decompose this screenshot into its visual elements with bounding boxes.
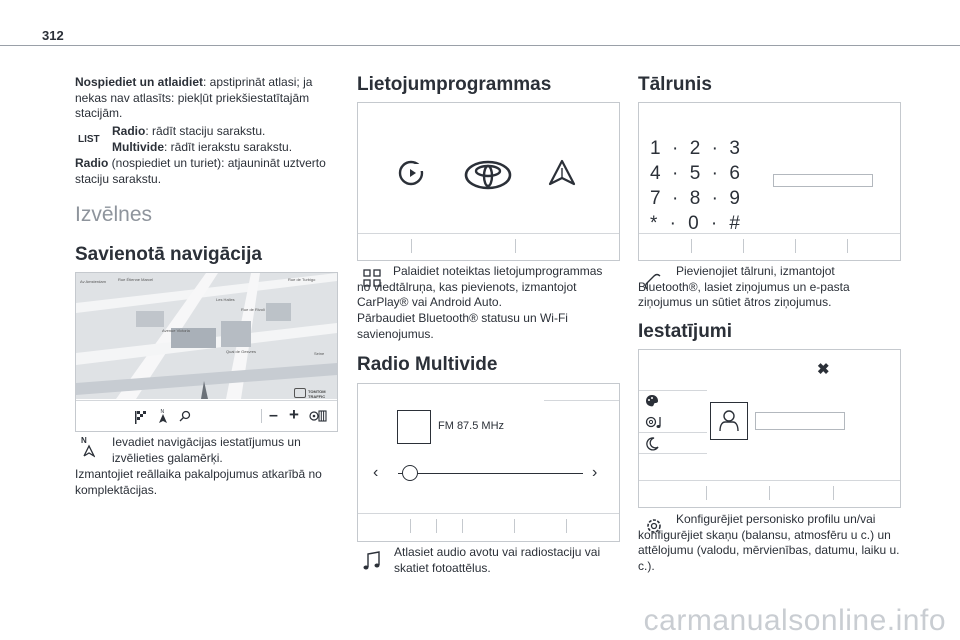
- key-4[interactable]: 4: [650, 163, 661, 184]
- settings-tick: [833, 486, 834, 500]
- key-star[interactable]: *: [650, 213, 658, 234]
- north-compass-icon[interactable]: [158, 408, 168, 424]
- footer-watermark: carmanualsonline.info: [643, 604, 946, 637]
- key-separator: ·: [671, 163, 679, 184]
- radio-bold: Radio: [112, 124, 146, 138]
- apps-text-1: Palaidiet noteiktas lietojumprogrammas no viedtālruņa, kas pievienots, izmantojot CarPlay® vai Android Auto.: [357, 264, 603, 309]
- phone-tick: [743, 239, 744, 253]
- map-street-label: Les Halles: [216, 297, 235, 302]
- nav-heading: Savienotā navigācija: [75, 244, 262, 265]
- profile-icon: [711, 403, 747, 439]
- settings-screen-panel: [638, 349, 901, 508]
- key-0[interactable]: 0: [688, 213, 699, 234]
- settings-heading: Iestatījumi: [638, 321, 732, 342]
- keypad-row: [650, 136, 740, 161]
- toyota-logo-icon[interactable]: [464, 160, 512, 190]
- key-separator: ·: [711, 188, 718, 209]
- profile-name-field: [755, 412, 845, 430]
- map-settings-icon[interactable]: [309, 409, 327, 423]
- radio-text: : rādīt staciju sarakstu.: [145, 124, 266, 138]
- map-street-label: Avenue Victoria: [162, 328, 190, 333]
- phone-keypad: [650, 136, 760, 236]
- key-separator: ·: [671, 138, 679, 159]
- press-release-text: : apstiprināt atlasi; ja nekas nav atlasīts: piekļūt priekšiestatītajām stacijām.: [75, 75, 313, 120]
- key-8[interactable]: 8: [689, 188, 701, 209]
- radio2-bold: Radio: [75, 156, 109, 170]
- key-hash[interactable]: #: [729, 213, 740, 234]
- map-image: [76, 273, 337, 399]
- map-street-label: Rue Étienne Marcel: [118, 277, 154, 282]
- phone-tick: [795, 239, 796, 253]
- apps-heading: Lietojumprogrammas: [357, 74, 552, 95]
- close-icon[interactable]: ✖: [817, 361, 830, 378]
- car-icon: [294, 388, 306, 398]
- nav-text-2: Izmantojiet reāllaika pakalpojumus atkarībā no komplektācijas.: [75, 467, 322, 497]
- settings-divider: [639, 480, 900, 481]
- zoom-in-button[interactable]: +: [289, 405, 299, 424]
- map-street-label: Rue de Turbigo: [288, 277, 316, 282]
- zoom-out-button[interactable]: –: [269, 407, 278, 424]
- menus-heading: Izvēlnes: [75, 203, 153, 226]
- checkered-flag-icon[interactable]: [134, 410, 146, 424]
- carplay-icon[interactable]: [398, 160, 424, 186]
- frequency-slider-knob[interactable]: [402, 465, 418, 481]
- navigation-north-icon: [81, 436, 95, 458]
- phone-display-box: [773, 174, 873, 187]
- key-separator: ·: [711, 138, 718, 159]
- multivide-list-line: [112, 140, 342, 156]
- phone-heading: Tālrunis: [638, 74, 712, 95]
- android-auto-icon[interactable]: [548, 159, 576, 187]
- profile-box[interactable]: [710, 402, 748, 440]
- phone-text: Pievienojiet tālruni, izmantojot Bluetooth®, lasiet ziņojumus un e-pasta ziņojumus un sūtiet ātros ziņojumus.: [638, 264, 850, 309]
- radio-text: Atlasiet audio avotu vai radiostaciju vai skatiet fotoattēlus.: [394, 545, 601, 575]
- multivide-text: : rādīt ierakstu sarakstu.: [164, 140, 293, 154]
- apps-tick: [515, 239, 516, 253]
- key-separator: ·: [711, 163, 718, 184]
- radio-divider: [358, 513, 619, 514]
- key-2[interactable]: 2: [689, 138, 701, 159]
- frequency-slider[interactable]: [398, 473, 583, 474]
- map-street-label: Seine: [314, 351, 325, 356]
- map-street-label: Quai de Gesvres: [226, 349, 257, 354]
- settings-line: [639, 432, 707, 433]
- map-street-label: Av Amsterdam: [80, 279, 106, 284]
- music-note-icon: [363, 551, 381, 571]
- previous-station-button[interactable]: ‹: [373, 464, 379, 481]
- radio-hold-paragraph: [75, 156, 337, 187]
- key-1[interactable]: 1: [650, 138, 661, 159]
- apps-text-2: Pārbaudiet Bluetooth® statusu un Wi-Fi savienojumus.: [357, 311, 568, 341]
- toolbar-separator: [261, 409, 262, 423]
- keypad-row: [650, 211, 740, 236]
- radio-tick: [436, 519, 437, 533]
- key-3[interactable]: 3: [729, 138, 740, 159]
- radio-tick: [410, 519, 411, 533]
- apps-divider: [358, 233, 619, 234]
- night-mode-icon[interactable]: [645, 437, 659, 451]
- svg-text:N: N: [81, 436, 87, 445]
- key-separator: ·: [669, 213, 676, 234]
- map-toolbar: [76, 400, 337, 432]
- settings-line: [639, 390, 707, 391]
- page-number: 312: [42, 28, 64, 43]
- key-separator: ·: [671, 188, 679, 209]
- radio-tick: [514, 519, 515, 533]
- settings-text: Konfigurējiet personisko profilu un/vai konfigurējiet skaņu (balansu, atmosfēru u c.) un attēlojumu (valodu, mērvienības, datumu, laiku u. c.).: [638, 512, 900, 573]
- key-6[interactable]: 6: [729, 163, 740, 184]
- fm-frequency: FM 87.5 MHz: [438, 420, 505, 432]
- audio-settings-icon[interactable]: [645, 415, 665, 429]
- key-9[interactable]: 9: [729, 188, 740, 209]
- multivide-bold: Multivide: [112, 140, 165, 154]
- radio-heading: Radio Multivide: [357, 354, 498, 375]
- press-release-paragraph: [75, 75, 337, 122]
- settings-tick: [769, 486, 770, 500]
- apps-screen-panel: [357, 102, 620, 261]
- palette-icon[interactable]: [645, 394, 659, 408]
- radio-screen-panel: [357, 383, 620, 542]
- map-street-label: Rue de Rivoli: [241, 307, 265, 312]
- apps-tick: [411, 239, 412, 253]
- radio-tick: [462, 519, 463, 533]
- key-5[interactable]: 5: [689, 163, 701, 184]
- nav-text-1: Ievadiet navigācijas iestatījumus un izvēlieties galamērķi.: [112, 435, 301, 465]
- radio-tick: [566, 519, 567, 533]
- radio-logo-box: [397, 410, 431, 444]
- settings-tick: [706, 486, 707, 500]
- header-rule: [0, 45, 960, 46]
- key-7[interactable]: 7: [650, 188, 661, 209]
- next-station-button[interactable]: ›: [592, 464, 598, 481]
- tomtom-traffic-label: TOMTOM TRAFFIC: [308, 389, 326, 399]
- radio2-text: (nospiediet un turiet): atjaunināt uztverto staciju sarakstu.: [75, 156, 326, 186]
- radio-list-line: [112, 124, 342, 140]
- press-release-bold: Nospiediet un atlaidiet: [75, 75, 204, 89]
- keypad-row: [650, 186, 740, 211]
- navigation-map-panel: [75, 272, 338, 432]
- key-separator: ·: [710, 213, 718, 234]
- settings-line: [639, 453, 707, 454]
- keypad-row: [650, 161, 740, 186]
- phone-tick: [691, 239, 692, 253]
- radio-top-line: [544, 400, 619, 401]
- phone-tick: [847, 239, 848, 253]
- search-icon[interactable]: [179, 410, 191, 422]
- svg-text:N: N: [160, 409, 165, 415]
- list-icon: LIST: [78, 134, 100, 145]
